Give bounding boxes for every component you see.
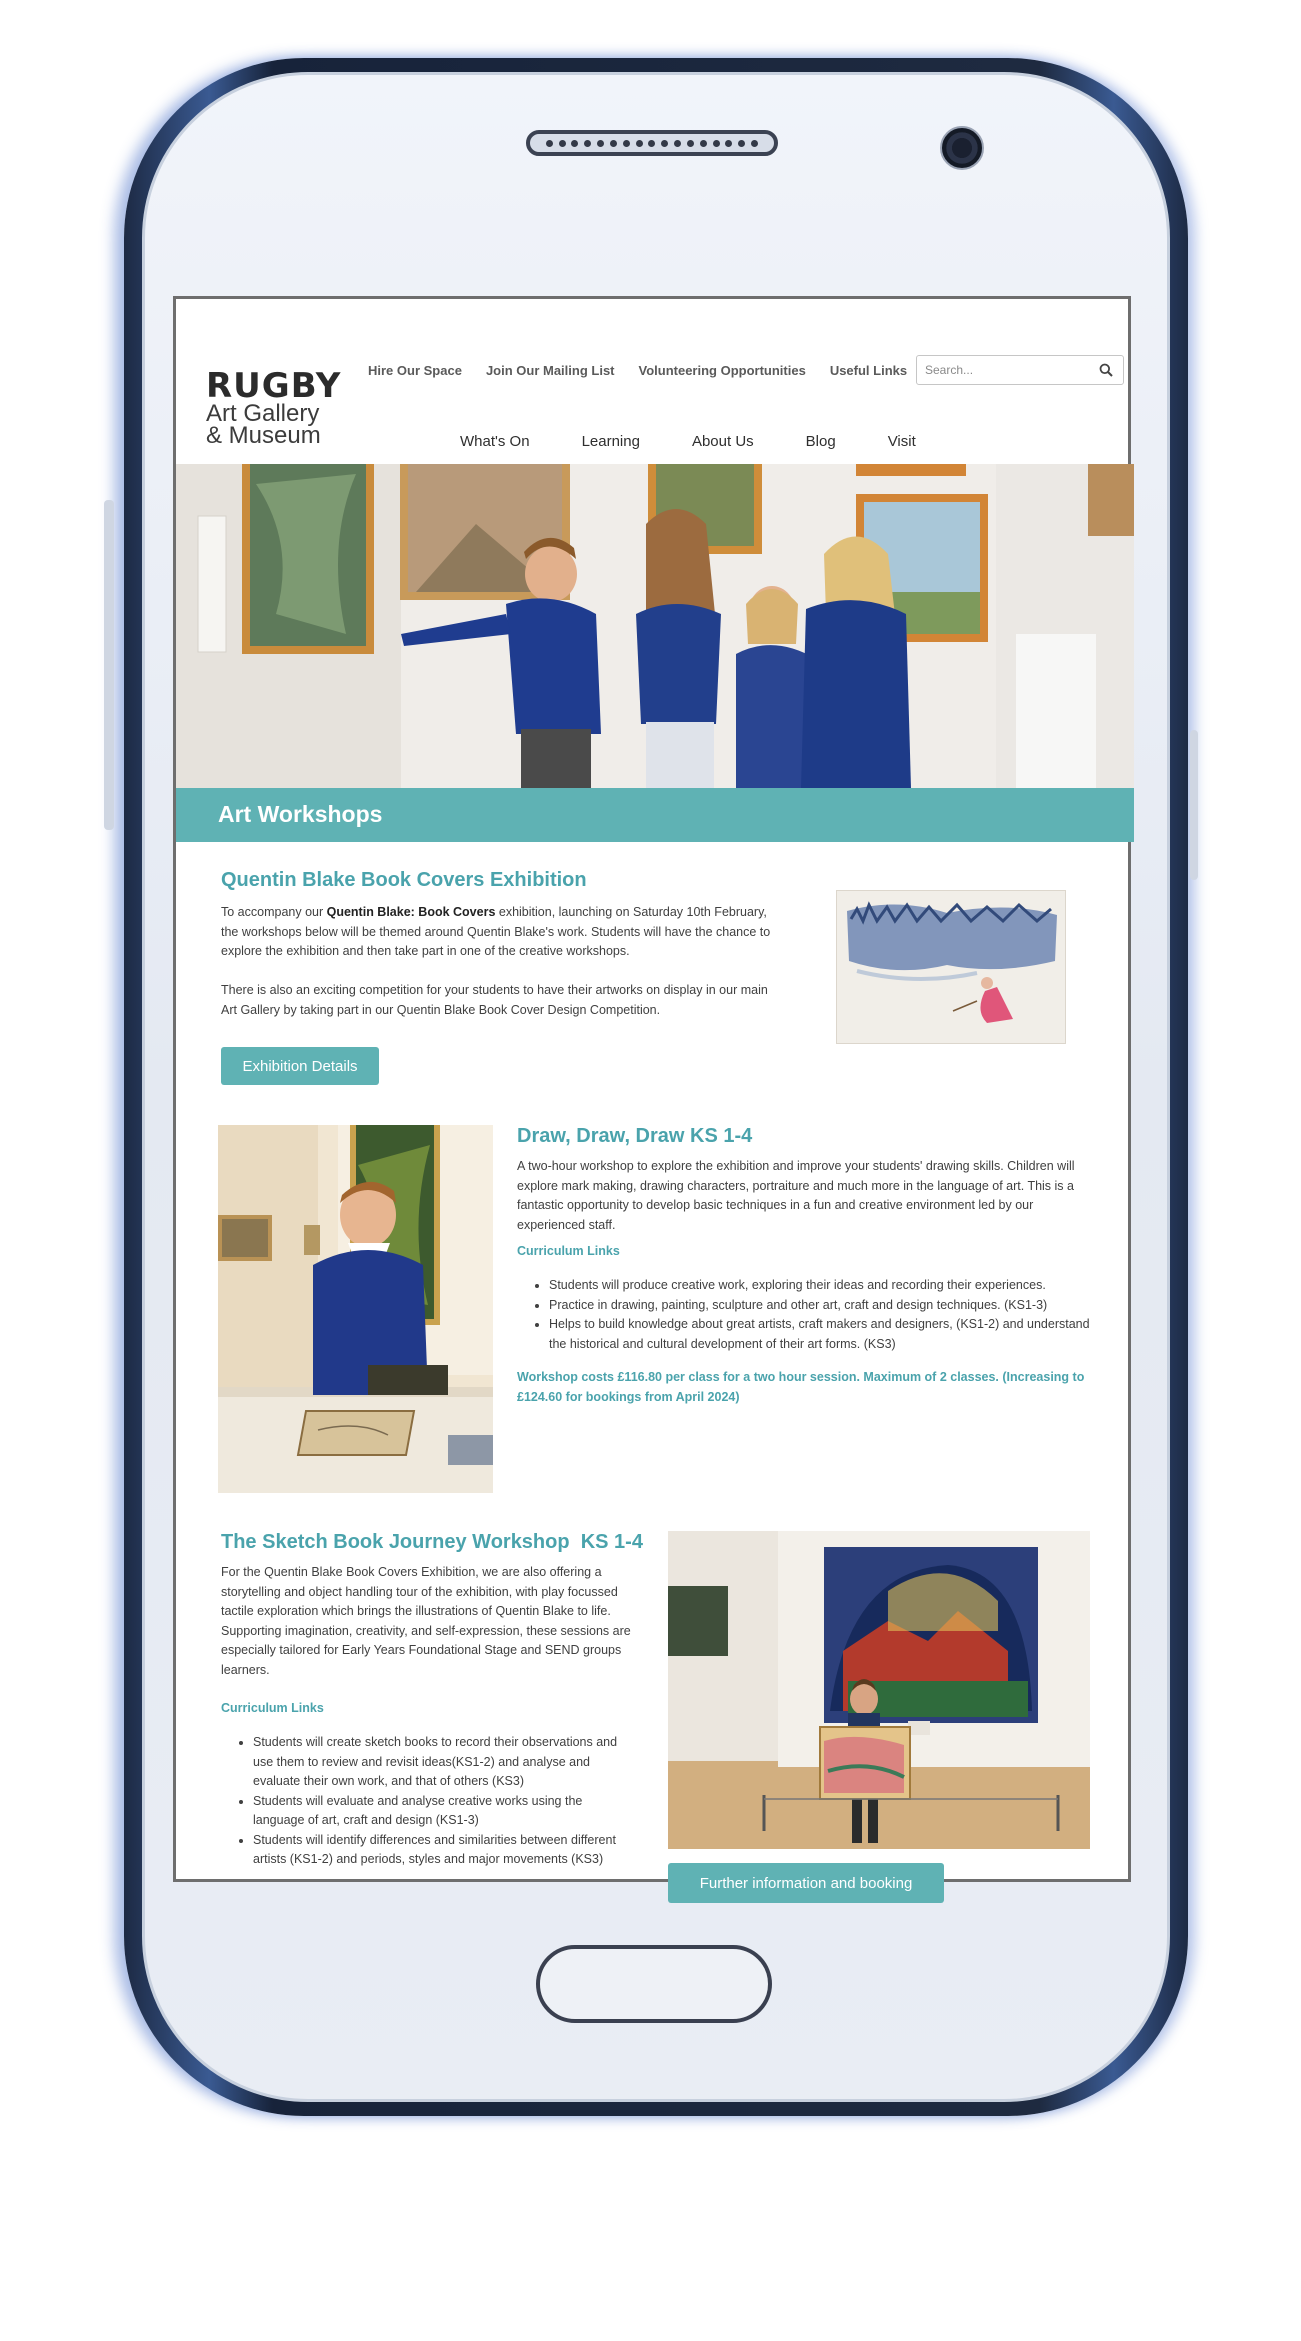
list-item: • Practice in drawing, painting, sculpture and other art, craft and design techniques. (KS1-3) <box>549 1296 1097 1316</box>
section3-paragraph: For the Quentin Blake Book Covers Exhibition, we are also offering a storytelling and object handling tour of the exhibition, with play focussed tactile exploration which brings the illustrations of Quentin Blake to life. Supporting imagination, creativity, and self-expression, these sessions are especially tailored for Early Years Foundational Stage and SEND groups learners. <box>221 1565 631 1677</box>
list-item: • Students will create sketch books to record their observations and use them to review and revisit ideas(KS1-2) and analyse and evaluate their own work, and that of others (KS3) <box>253 1733 633 1792</box>
section2-curriculum-list <box>517 1276 1097 1354</box>
section3-title: The Sketch Book Journey Workshop KS 1-4 <box>221 1531 643 1553</box>
main-nav <box>460 433 968 450</box>
boy-drawing-photo <box>218 1125 493 1493</box>
phone-screen <box>173 296 1131 1892</box>
speaker-grille <box>526 130 778 156</box>
list-item: • Students will identify differences and similarities between different artists (KS1-2) and periods, styles and major movements (KS3) <box>253 1831 633 1870</box>
util-nav-mailing-list[interactable]: Join Our Mailing List <box>485 363 615 378</box>
boy-gallery-photo <box>668 1531 1090 1849</box>
section1-p1-end: exhibition, launching on Saturday 10th February, the workshops below will be themed around Quentin Blake's work. Students will have the chance to explore the exhibition and then take part in one of the creative workshops. <box>221 905 771 958</box>
section2-paragraph: A two-hour workshop to explore the exhibition and improve your students' drawing skills. Children will explore mark making, drawing characters, portraiture and much more in the language of art. This is a fantastic opportunity to develop basic techniques in a fun and creative environment led by our experienced staff. <box>517 1159 1075 1232</box>
section1-title: Quentin Blake Book Covers Exhibition <box>221 869 587 891</box>
page-title-banner <box>176 788 1134 842</box>
nav-about-us[interactable]: About Us <box>691 433 754 450</box>
logo-art-gallery: Art Gallery <box>206 400 320 427</box>
exhibition-details-button[interactable]: Exhibition Details <box>221 1047 379 1085</box>
section1-p1-start: To accompany our <box>221 905 327 919</box>
list-item: • Students will evaluate and analyse creative works using the language of art, craft and design (KS1-3) <box>253 1792 633 1831</box>
nav-visit[interactable]: Visit <box>887 433 916 450</box>
nav-whats-on[interactable]: What's On <box>460 433 530 450</box>
quentin-blake-illustration <box>836 890 1066 1044</box>
section1-p1-bold: Quentin Blake: Book Covers <box>326 905 496 919</box>
nav-learning[interactable]: Learning <box>581 433 640 450</box>
section1-paragraph2: There is also an exciting competition for your students to have their artworks on display in our main Art Gallery by taking part in our Quentin Blake Book Cover Design Competition. <box>221 983 768 1017</box>
logo-museum: & Museum <box>206 422 321 449</box>
util-nav-volunteering[interactable]: Volunteering Opportunities <box>638 363 806 378</box>
section3-curriculum-list <box>221 1733 633 1870</box>
list-item: • Students will produce creative work, exploring their ideas and recording their experiences. <box>549 1276 1097 1296</box>
util-nav-useful-links[interactable]: Useful Links <box>829 363 908 378</box>
phone-side-button-left <box>104 500 114 830</box>
section2-cost: Workshop costs £116.80 per class for a two hour session. Maximum of 2 classes. (Increasing to £124.60 for bookings from April 2024) <box>517 1370 1085 1404</box>
list-item: • Helps to build knowledge about great artists, craft makers and designers, (KS1-2) and understand the historical and cultural development of their art forms. (KS3) <box>549 1315 1097 1354</box>
hero-image <box>176 464 1134 788</box>
section3-curriculum-label: Curriculum Links <box>221 1701 324 1715</box>
utility-nav <box>368 363 931 378</box>
further-information-booking-button[interactable]: Further information and booking <box>668 1863 944 1903</box>
home-button[interactable] <box>536 1945 772 2023</box>
nav-blog[interactable]: Blog <box>805 433 836 450</box>
front-camera <box>940 126 984 170</box>
search-icon[interactable] <box>1099 363 1113 377</box>
util-nav-hire-our-space[interactable]: Hire Our Space <box>368 363 462 378</box>
search-input[interactable] <box>925 363 1085 377</box>
search-box <box>916 355 1124 385</box>
section1-paragraph1 <box>221 903 786 962</box>
logo-rugby: RUGBY <box>206 366 342 406</box>
phone-side-button-right <box>1190 730 1198 880</box>
page-title: Art Workshops <box>218 801 383 827</box>
site-logo[interactable] <box>206 366 342 449</box>
section2-curriculum-label: Curriculum Links <box>517 1244 620 1258</box>
section2-title: Draw, Draw, Draw KS 1-4 <box>517 1125 753 1147</box>
